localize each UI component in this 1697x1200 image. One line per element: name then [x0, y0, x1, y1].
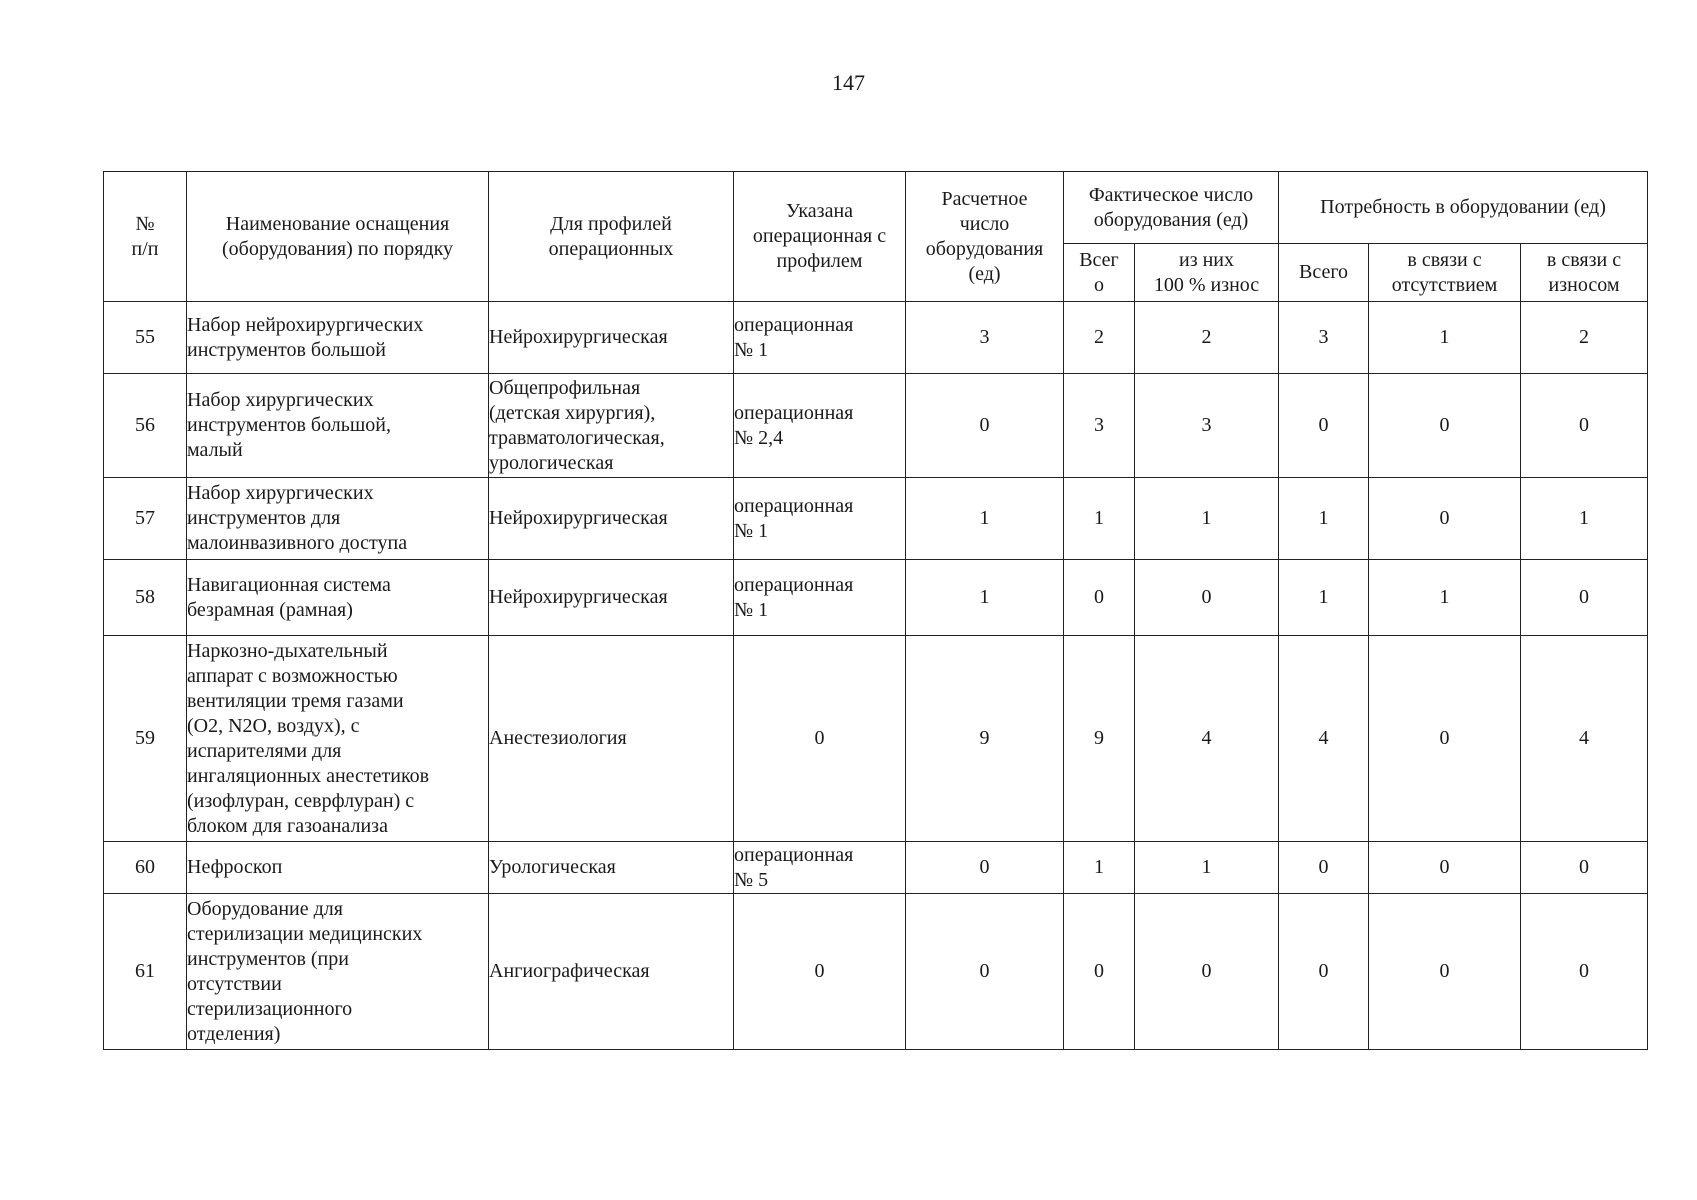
text-line: вентиляции тремя газами — [187, 689, 404, 712]
need-total: 0 — [1279, 894, 1369, 1050]
text-line: операционная — [734, 401, 854, 424]
header-num — [104, 172, 187, 302]
need-total: 0 — [1279, 374, 1369, 478]
header-actual-worn — [1135, 244, 1279, 302]
need-absence: 0 — [1369, 374, 1521, 478]
header-specified-operating-room — [734, 172, 906, 302]
need-wear: 0 — [1521, 560, 1648, 636]
profile-name — [489, 374, 734, 478]
row-number: 56 — [104, 374, 187, 478]
actual-worn: 1 — [1135, 842, 1279, 894]
header-actual-total — [1064, 244, 1135, 302]
actual-total: 9 — [1064, 636, 1135, 842]
text-line: 100 % износ — [1153, 273, 1260, 296]
text-line: урологическая — [489, 451, 614, 474]
text-line: (O2, N2O, воздух), с — [187, 714, 360, 737]
text-line: № 2,4 — [734, 426, 784, 449]
row-number: 57 — [104, 478, 187, 560]
table-row — [104, 478, 1648, 560]
equipment-name — [187, 302, 489, 374]
actual-worn: 1 — [1135, 478, 1279, 560]
row-number: 61 — [104, 894, 187, 1050]
text-line: Наркозно-дыхательный — [187, 639, 388, 662]
text-line: оборудования — [925, 237, 1044, 260]
text-line: операционная — [734, 494, 854, 517]
row-number: 60 — [104, 842, 187, 894]
need-absence: 0 — [1369, 636, 1521, 842]
text-line: Нейрохирургическая — [489, 326, 668, 348]
text-line: стерилизационного — [187, 997, 353, 1020]
text-line: в связи с — [1407, 248, 1482, 271]
need-wear: 0 — [1521, 842, 1648, 894]
profile-name — [489, 842, 734, 894]
text-line: в связи с — [1546, 248, 1622, 271]
row-number: 59 — [104, 636, 187, 842]
operating-room: 0 — [734, 894, 906, 1050]
text-line: № — [135, 212, 155, 235]
page-number: 147 — [832, 70, 865, 95]
text-line: Общепрофильная — [489, 376, 641, 399]
text-line: Оборудование для — [187, 897, 343, 920]
actual-worn: 0 — [1135, 894, 1279, 1050]
text-line: блоком для газоанализа — [187, 814, 388, 837]
text-line: из них — [1179, 248, 1235, 271]
text-line: № 1 — [734, 519, 769, 542]
header-actual — [1064, 172, 1279, 244]
header-profile — [489, 172, 734, 302]
operating-room — [734, 842, 906, 894]
need-absence: 0 — [1369, 894, 1521, 1050]
header-need — [1279, 172, 1648, 244]
text-line: испарителями для — [187, 739, 342, 762]
text-line: Навигационная система — [187, 573, 391, 596]
need-wear: 4 — [1521, 636, 1648, 842]
calculated-count: 3 — [906, 302, 1064, 374]
need-total: 1 — [1279, 560, 1369, 636]
text-line: № 5 — [734, 868, 769, 891]
text-line: Всего — [1298, 261, 1349, 283]
header-name — [187, 172, 489, 302]
profile-name — [489, 560, 734, 636]
text-line: Для профилей — [550, 212, 672, 235]
text-line: Нейрохирургическая — [489, 586, 668, 608]
operating-room — [734, 478, 906, 560]
operating-room — [734, 374, 906, 478]
profile-name — [489, 302, 734, 374]
need-absence: 1 — [1369, 560, 1521, 636]
table-row — [104, 302, 1648, 374]
text-line: ингаляционных анестетиков — [187, 764, 430, 787]
text-line: травматологическая, — [489, 426, 665, 449]
header-calculated — [906, 172, 1064, 302]
calculated-count: 1 — [906, 478, 1064, 560]
text-line: оборудования (ед) — [1093, 208, 1249, 231]
text-line: инструментов большой — [187, 338, 387, 361]
table-row — [104, 560, 1648, 636]
equipment-name — [187, 374, 489, 478]
text-line: Указана — [785, 200, 854, 222]
table-header — [104, 172, 1648, 302]
need-wear: 0 — [1521, 894, 1648, 1050]
calculated-count: 1 — [906, 560, 1064, 636]
need-wear: 0 — [1521, 374, 1648, 478]
operating-room — [734, 302, 906, 374]
text-line: отделения) — [187, 1022, 281, 1045]
table-row — [104, 374, 1648, 478]
equipment-name — [187, 560, 489, 636]
equipment-name — [187, 636, 489, 842]
text-line: (оборудования) по порядку — [221, 237, 454, 260]
text-line: безрамная (рамная) — [187, 598, 353, 621]
text-line: о — [1094, 273, 1104, 296]
need-total: 4 — [1279, 636, 1369, 842]
text-line: Набор хирургических — [187, 482, 374, 504]
actual-total: 0 — [1064, 894, 1135, 1050]
text-line: Расчетное — [941, 187, 1028, 210]
text-line: № 1 — [734, 338, 769, 361]
text-line: операционная — [734, 843, 854, 866]
text-line: число — [959, 212, 1010, 235]
text-line: малый — [187, 439, 243, 461]
text-line: профилем — [776, 250, 863, 272]
text-line: операционная — [734, 313, 854, 336]
text-line: операционная — [734, 573, 854, 596]
text-line: Ангиографическая — [489, 960, 650, 982]
text-line: стерилизации медицинских — [187, 922, 423, 945]
text-line: Нефроскоп — [187, 856, 283, 878]
operating-room — [734, 560, 906, 636]
text-line: № 1 — [734, 598, 769, 621]
calculated-count: 9 — [906, 636, 1064, 842]
equipment-name — [187, 478, 489, 560]
profile-name — [489, 894, 734, 1050]
text-line: инструментов для — [187, 507, 341, 529]
profile-name — [489, 478, 734, 560]
text-line: Наименование оснащения — [225, 212, 450, 235]
need-absence: 1 — [1369, 302, 1521, 374]
actual-worn: 0 — [1135, 560, 1279, 636]
text-line: Урологическая — [489, 856, 616, 878]
need-total: 3 — [1279, 302, 1369, 374]
profile-name — [489, 636, 734, 842]
need-total: 1 — [1279, 478, 1369, 560]
text-line: Нейрохирургическая — [489, 507, 668, 529]
text-line: Потребность в оборудовании (ед) — [1320, 196, 1606, 218]
text-line: Фактическое число — [1088, 183, 1254, 206]
operating-room: 0 — [734, 636, 906, 842]
text-line: износом — [1548, 273, 1620, 296]
table-body — [104, 302, 1648, 1050]
row-number: 58 — [104, 560, 187, 636]
text-line: аппарат с возможностью — [187, 664, 398, 687]
text-line: инструментов (при — [187, 947, 349, 970]
calculated-count: 0 — [906, 894, 1064, 1050]
equipment-name — [187, 894, 489, 1050]
header-need-absence — [1369, 244, 1521, 302]
text-line: (изофлуран, севрфлуран) с — [187, 789, 415, 812]
actual-worn: 4 — [1135, 636, 1279, 842]
text-line: (детская хирургия), — [489, 401, 656, 424]
actual-total: 3 — [1064, 374, 1135, 478]
text-line: Набор хирургических — [187, 389, 374, 411]
need-total: 0 — [1279, 842, 1369, 894]
need-wear: 2 — [1521, 302, 1648, 374]
equipment-table — [103, 171, 1648, 1050]
actual-worn: 3 — [1135, 374, 1279, 478]
equipment-name — [187, 842, 489, 894]
text-line: отсутствии — [187, 972, 282, 995]
row-number: 55 — [104, 302, 187, 374]
table-row — [104, 842, 1648, 894]
text-line: операционная с — [752, 225, 887, 247]
header-need-total — [1279, 244, 1369, 302]
text-line: Анестезиология — [489, 727, 627, 749]
text-line: Набор нейрохирургических — [187, 313, 424, 336]
text-line: (ед) — [968, 262, 1001, 285]
need-absence: 0 — [1369, 478, 1521, 560]
text-line: малоинвазивного доступа — [187, 532, 408, 554]
text-line: отсутствием — [1391, 273, 1498, 296]
text-line: Всег — [1079, 248, 1119, 271]
actual-worn: 2 — [1135, 302, 1279, 374]
actual-total: 0 — [1064, 560, 1135, 636]
need-absence: 0 — [1369, 842, 1521, 894]
need-wear: 1 — [1521, 478, 1648, 560]
text-line: п/п — [131, 237, 159, 260]
table-row — [104, 894, 1648, 1050]
actual-total: 1 — [1064, 842, 1135, 894]
actual-total: 2 — [1064, 302, 1135, 374]
calculated-count: 0 — [906, 374, 1064, 478]
header-need-wear — [1521, 244, 1648, 302]
calculated-count: 0 — [906, 842, 1064, 894]
actual-total: 1 — [1064, 478, 1135, 560]
text-line: операционных — [548, 237, 674, 260]
table-row — [104, 636, 1648, 842]
text-line: инструментов большой, — [187, 414, 392, 436]
